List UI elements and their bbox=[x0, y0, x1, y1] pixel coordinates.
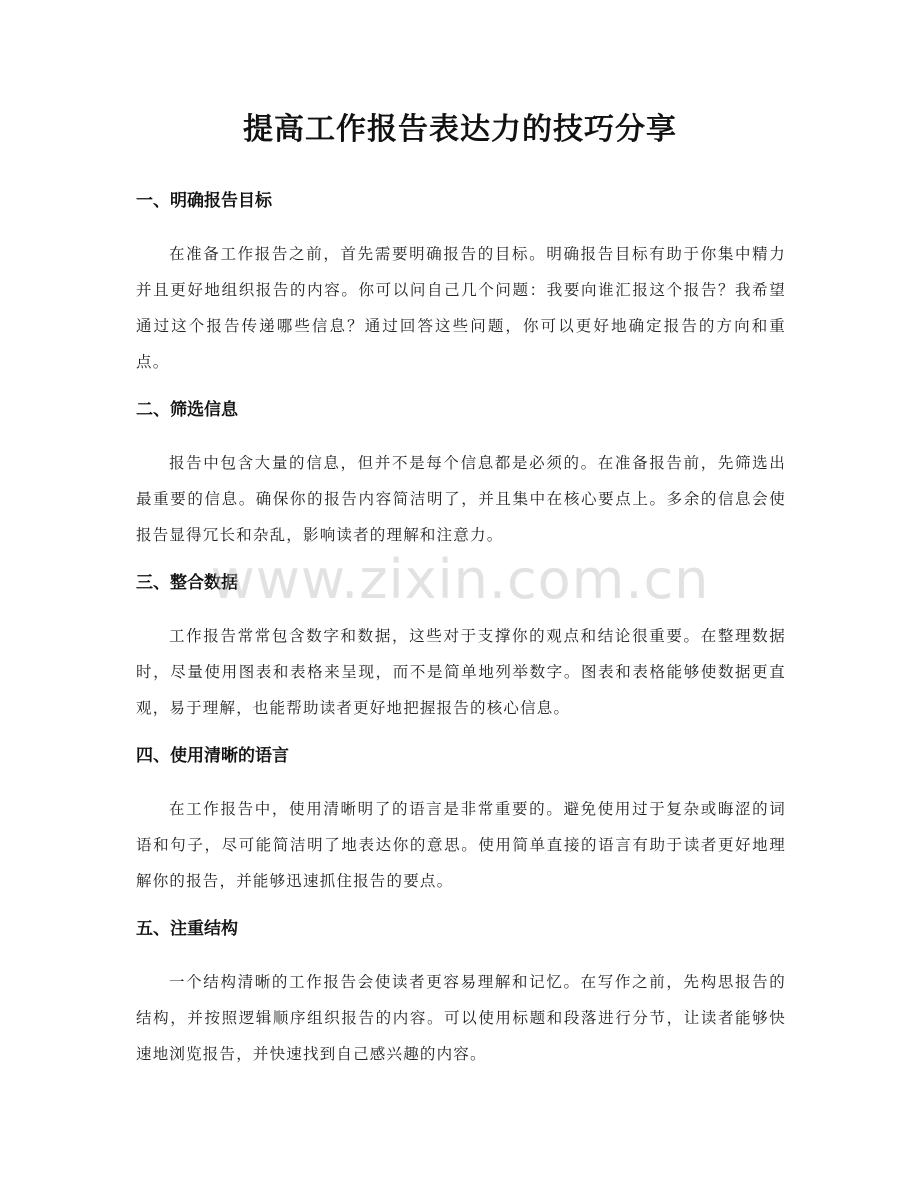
section-paragraph: 报告中包含大量的信息，但并不是每个信息都是必须的。在准备报告前，先筛选出最重要的信息。确保你的报告内容简洁明了，并且集中在核心要点上。多余的信息会使报告显得冗长和杂乱，影响读者的理解和注意力。 bbox=[136, 454, 786, 544]
section-2 bbox=[136, 397, 786, 553]
section-5 bbox=[136, 916, 786, 1072]
section-heading: 一、明确报告目标 bbox=[136, 191, 272, 211]
section-heading: 五、注重结构 bbox=[136, 919, 238, 939]
section-3 bbox=[136, 570, 786, 726]
section-4 bbox=[136, 743, 786, 899]
section-paragraph: 在准备工作报告之前，首先需要明确报告的目标。明确报告目标有助于你集中精力并且更好地组织报告的内容。你可以问自己几个问题：我要向谁汇报这个报告？我希望通过这个报告传递哪些信息？通过回答这些问题，你可以更好地确定报告的方向和重点。 bbox=[136, 245, 786, 371]
section-1 bbox=[136, 188, 786, 380]
section-paragraph: 工作报告常常包含数字和数据，这些对于支撑你的观点和结论很重要。在整理数据时，尽量使用图表和表格来呈现，而不是简单地列举数字。图表和表格能够使数据更直观，易于理解，也能帮助读者更好地把握报告的核心信息。 bbox=[136, 627, 786, 717]
section-heading: 三、整合数据 bbox=[136, 573, 238, 593]
section-heading: 二、筛选信息 bbox=[136, 400, 238, 420]
watermark: www.zixin.com.cn bbox=[210, 548, 710, 611]
page-title: 提高工作报告表达力的技巧分享 bbox=[243, 112, 677, 147]
section-heading: 四、使用清晰的语言 bbox=[136, 746, 289, 766]
section-paragraph: 一个结构清晰的工作报告会使读者更容易理解和记忆。在写作之前，先构思报告的结构，并按照逻辑顺序组织报告的内容。可以使用标题和段落进行分节，让读者能够快速地浏览报告，并快速找到自己感兴趣的内容。 bbox=[136, 973, 786, 1063]
section-paragraph: 在工作报告中，使用清晰明了的语言是非常重要的。避免使用过于复杂或晦涩的词语和句子，尽可能简洁明了地表达你的意思。使用简单直接的语言有助于读者更好地理解你的报告，并能够迅速抓住报告的要点。 bbox=[136, 800, 786, 890]
